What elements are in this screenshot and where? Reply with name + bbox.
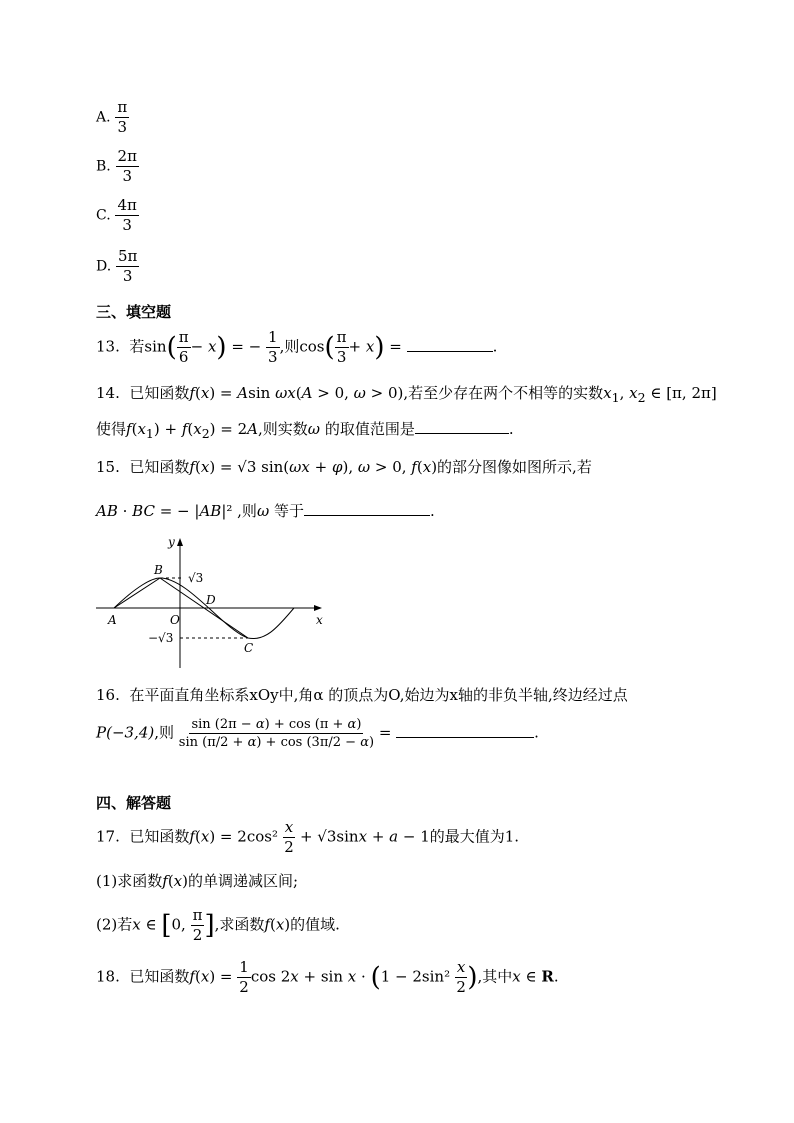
- option-d: [96, 249, 139, 284]
- label-minus-sqrt3: −√3: [148, 631, 174, 645]
- label-o: O: [170, 613, 180, 627]
- label-a: A: [108, 613, 117, 627]
- answer-blank[interactable]: [415, 432, 509, 434]
- question-17: 17. 已知函数f(x) = 2cos² $\frac{x}{2}$ + √3sinx + a − 1的最大值为1.: [96, 818, 520, 856]
- question-17-part1: (1)求函数f(x)的单调递减区间;: [96, 872, 299, 890]
- answer-blank[interactable]: [304, 514, 430, 516]
- section-heading-fill-blank: 三、填空题: [96, 303, 172, 321]
- option-fraction: $\frac{2\pi}{3}$: [117, 147, 137, 185]
- question-15: 15. 已知函数f(x) = √3 sin(ωx + φ), ω > 0, f(x)的部分图像如图所示,若: [96, 458, 592, 476]
- answer-blank[interactable]: [396, 736, 534, 738]
- question-16-line2: P(−3,4),则 $\frac{\sin (2\pi - \alpha) + \cos (\pi + \alpha)}{\sin (\pi/2 + \alpha) + \cos (3\pi/2 - \alpha)}$ = .: [96, 717, 539, 750]
- question-14: 14. 已知函数f(x) = Asin ωx(A > 0, ω > 0),若至少存在两个不相等的实数$x_1$, $x_2$ ∈ [π, 2π]: [96, 384, 717, 405]
- label-b: B: [154, 563, 163, 577]
- chord-ab: [114, 578, 160, 608]
- q16-fraction: $\frac{\sin (2\pi - \alpha) + \cos (\pi + \alpha)}{\sin (\pi/2 + \alpha) + \cos (3\pi/2 - \alpha)}$: [178, 717, 375, 750]
- question-16: 16. 在平面直角坐标系xOy中,角α 的顶点为O,始边为x轴的非负半轴,终边经过点: [96, 686, 628, 704]
- section-heading-solve: 四、解答题: [96, 794, 172, 812]
- label-c: C: [244, 641, 254, 655]
- option-fraction: $\frac{\pi}{3}$: [117, 98, 128, 136]
- answer-blank[interactable]: [407, 350, 493, 352]
- y-axis-arrow: [177, 538, 183, 546]
- question-13: 13. 若sin( $\frac{\pi}{6}$ − x) = − $\frac{1}{3}$ ,则cos( $\frac{\pi}{3}$ + x) = .: [96, 328, 498, 366]
- question-17-part2: (2)若x ∈ [0, $\frac{\pi}{2}$ ],求函数f(x)的值域.: [96, 906, 340, 944]
- option-a: [96, 100, 129, 135]
- option-label: A.: [96, 109, 111, 126]
- label-y: y: [168, 535, 175, 549]
- question-15-line2: AB · BC = − |AB|² ,则ω 等于 .: [96, 502, 435, 520]
- option-label: D.: [96, 258, 112, 275]
- option-label: B.: [96, 158, 111, 175]
- label-d: D: [206, 593, 216, 607]
- x-axis-arrow: [314, 605, 322, 611]
- question-18: 18. 已知函数f(x) = $\frac{1}{2}$ cos 2x + sin x · (1 − 2sin² $\frac{x}{2}$ ),其中x ∈ R.: [96, 958, 559, 996]
- label-sqrt3: √3: [188, 571, 204, 585]
- option-label: C.: [96, 207, 111, 224]
- question-14-line2: 使得$f(x_1) + f(x_2) = 2A$,则实数ω 的取值范围是 .: [96, 420, 514, 441]
- q15-graph: [92, 534, 332, 670]
- option-b: [96, 149, 139, 184]
- option-fraction: $\frac{4\pi}{3}$: [117, 196, 137, 234]
- option-c: [96, 198, 139, 233]
- option-fraction: $\frac{5\pi}{3}$: [117, 247, 138, 285]
- label-x: x: [316, 613, 323, 627]
